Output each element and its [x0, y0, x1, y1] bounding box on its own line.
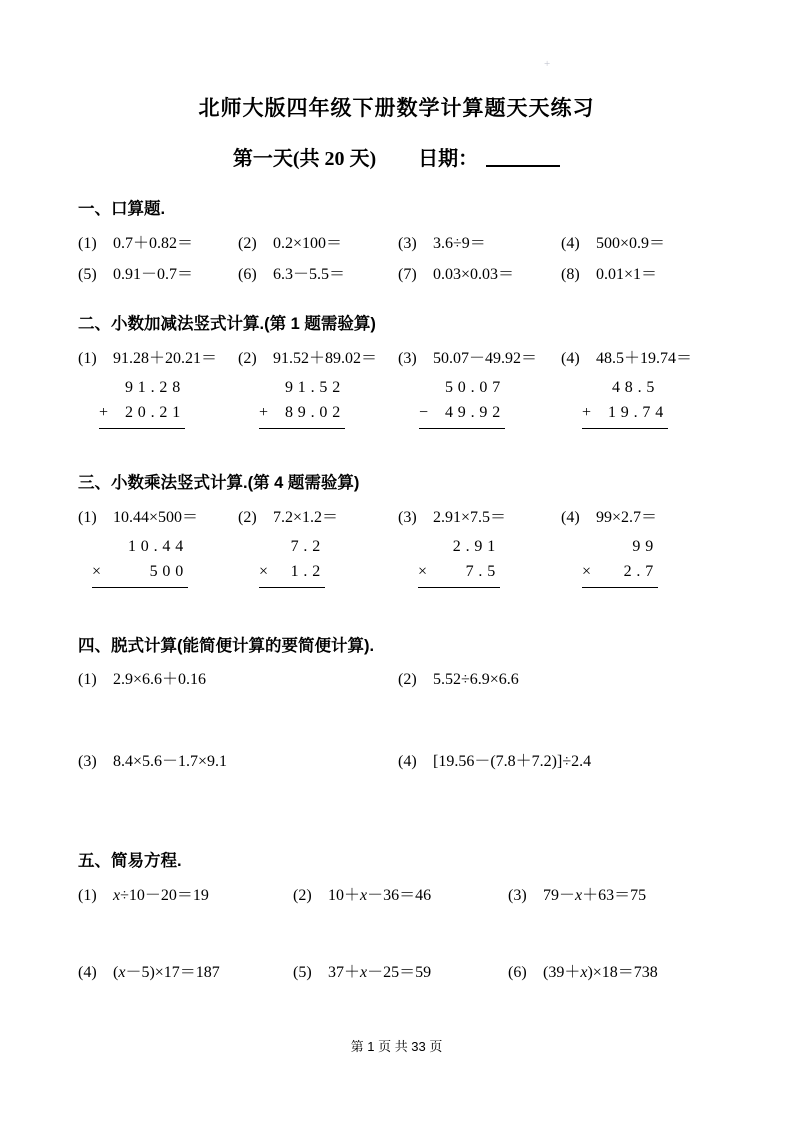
problem-expression: 3.6÷9＝ [433, 235, 486, 252]
section-4-items [78, 669, 715, 773]
problem-number: (8) [561, 266, 580, 283]
problem-number: (5) [293, 964, 312, 981]
vertical-bottom-operand: 7.5 [465, 563, 500, 580]
problem-expression: 0.03×0.03＝ [433, 266, 515, 283]
oral-problem [238, 233, 398, 255]
vertical-bottom-operand: 2.7 [623, 563, 658, 580]
section-2-heading: 二、小数加减法竖式计算.(第 1 题需验算) [78, 315, 376, 333]
plus-operator: + [259, 404, 269, 421]
column-multiply-problem [238, 507, 398, 529]
problem-number: (1) [78, 887, 97, 904]
equation-problem [508, 962, 715, 984]
vertical-calculation [582, 534, 658, 588]
problem-expression: 79－x＋63＝75 [543, 887, 647, 904]
step-calculation-problem [398, 751, 715, 773]
problem-expression: [19.56－(7.8＋7.2)]÷2.4 [433, 753, 592, 770]
column-add-problem [238, 348, 398, 370]
problem-number: (2) [398, 671, 417, 688]
problem-expression: 5.52÷6.9×6.6 [433, 671, 519, 688]
column-multiply-problem [561, 507, 715, 529]
column-add-problem [78, 348, 238, 370]
vertical-calculation [418, 534, 500, 588]
problem-number: (3) [78, 753, 97, 770]
equation-problem [293, 885, 508, 907]
equation-problem [293, 962, 508, 984]
vertical-top-operand: 50.07 [445, 379, 505, 396]
problem-expression: 10＋x－36＝46 [328, 887, 432, 904]
day-label: 第一天(共 20 天) [232, 148, 377, 170]
problem-number: (6) [508, 964, 527, 981]
column-add-problem [398, 348, 561, 370]
vertical-calculation [582, 375, 668, 429]
section-3-heading: 三、小数乘法竖式计算.(第 4 题需验算) [78, 474, 360, 492]
section-5-items [78, 885, 715, 984]
problem-expression: 0.01×1＝ [596, 266, 658, 283]
oral-problem [78, 233, 238, 255]
section-3-items [78, 507, 715, 529]
problem-expression: 0.7＋0.82＝ [113, 235, 194, 252]
multiply-operator: × [418, 563, 428, 580]
problem-expression: (x－5)×17＝187 [113, 964, 220, 981]
column-multiply-problem [78, 507, 238, 529]
section-4-heading: 四、脱式计算(能简便计算的要简便计算). [78, 637, 375, 655]
vertical-bottom-operand: 1.2 [290, 563, 325, 580]
plus-operator: + [99, 404, 109, 421]
vertical-top-operand: 48.5 [612, 379, 668, 396]
section-2-vertical-layouts [78, 375, 715, 429]
column-multiply-problem [398, 507, 561, 529]
problem-expression: 8.4×5.6－1.7×9.1 [113, 753, 228, 770]
page-subtitle [78, 142, 715, 171]
minus-operator: − [419, 404, 429, 421]
date-blank-line [486, 165, 560, 167]
oral-problem [238, 264, 398, 286]
oral-problem [398, 233, 561, 255]
vertical-top-operand: 10.44 [128, 538, 188, 555]
vertical-top-operand: 99 [632, 538, 658, 555]
corner-artifact: + [544, 58, 551, 70]
vertical-bottom-operand: 500 [149, 563, 188, 580]
section-1-items [78, 233, 715, 286]
vertical-calculation [259, 375, 345, 429]
problem-expression: 0.2×100＝ [273, 235, 343, 252]
problem-expression: x÷10－20＝19 [113, 887, 209, 904]
step-calculation-problem [78, 751, 398, 773]
problem-number: (3) [398, 509, 417, 526]
problem-number: (1) [78, 235, 97, 252]
section-3-vertical-layouts [78, 534, 715, 588]
oral-problem [561, 233, 715, 255]
problem-number: (4) [398, 753, 417, 770]
vertical-bottom-operand: 20.21 [125, 404, 185, 421]
page-number-footer: 第 1 页 共 33 页 [350, 1039, 443, 1054]
problem-expression: 50.07－49.92＝ [433, 350, 538, 367]
oral-problem [561, 264, 715, 286]
problem-expression: 99×2.7＝ [596, 509, 658, 526]
problem-expression: 91.28＋20.21＝ [113, 350, 218, 367]
problem-expression: 10.44×500＝ [113, 509, 199, 526]
page-title: 北师大版四年级下册数学计算题天天练习 [198, 96, 595, 120]
multiply-operator: × [92, 563, 102, 580]
problem-expression: 37＋x－25＝59 [328, 964, 432, 981]
equation-problem [508, 885, 715, 907]
problem-number: (2) [293, 887, 312, 904]
step-calculation-problem [398, 669, 715, 691]
problem-expression: (39＋x)×18＝738 [543, 964, 658, 981]
problem-number: (2) [238, 235, 257, 252]
vertical-top-operand: 91.28 [125, 379, 185, 396]
problem-number: (1) [78, 671, 97, 688]
vertical-calculation [419, 375, 505, 429]
vertical-bottom-operand: 49.92 [445, 404, 505, 421]
problem-expression: 91.52＋89.02＝ [273, 350, 378, 367]
oral-problem [78, 264, 238, 286]
vertical-calculation [92, 534, 188, 588]
problem-expression: 0.91－0.7＝ [113, 266, 194, 283]
date-label: 日期： [418, 148, 479, 170]
problem-number: (6) [238, 266, 257, 283]
problem-number: (3) [398, 350, 417, 367]
problem-expression: 7.2×1.2＝ [273, 509, 339, 526]
vertical-bottom-operand: 19.74 [608, 404, 668, 421]
column-add-problem [561, 348, 715, 370]
vertical-top-operand: 91.52 [285, 379, 345, 396]
problem-expression: 2.9×6.6＋0.16 [113, 671, 207, 688]
vertical-calculation [99, 375, 185, 429]
step-calculation-problem [78, 669, 398, 691]
problem-expression: 6.3－5.5＝ [273, 266, 346, 283]
section-2-items [78, 348, 715, 370]
multiply-operator: × [259, 563, 269, 580]
problem-number: (3) [398, 235, 417, 252]
problem-number: (2) [238, 509, 257, 526]
plus-operator: + [582, 404, 592, 421]
section-1-heading: 一、口算题. [78, 200, 166, 218]
multiply-operator: × [582, 563, 592, 580]
problem-number: (7) [398, 266, 417, 283]
problem-number: (3) [508, 887, 527, 904]
problem-number: (1) [78, 509, 97, 526]
vertical-top-operand: 7.2 [290, 538, 325, 555]
problem-number: (4) [561, 350, 580, 367]
problem-number: (1) [78, 350, 97, 367]
equation-problem [78, 885, 293, 907]
section-5-heading: 五、简易方程. [78, 852, 182, 870]
vertical-bottom-operand: 89.02 [285, 404, 345, 421]
problem-number: (5) [78, 266, 97, 283]
problem-expression: 500×0.9＝ [596, 235, 666, 252]
problem-expression: 2.91×7.5＝ [433, 509, 507, 526]
problem-number: (4) [561, 509, 580, 526]
vertical-top-operand: 2.91 [452, 538, 500, 555]
oral-problem [398, 264, 561, 286]
problem-number: (4) [561, 235, 580, 252]
vertical-calculation [259, 534, 325, 588]
problem-number: (2) [238, 350, 257, 367]
equation-problem [78, 962, 293, 984]
problem-expression: 48.5＋19.74＝ [596, 350, 693, 367]
problem-number: (4) [78, 964, 97, 981]
